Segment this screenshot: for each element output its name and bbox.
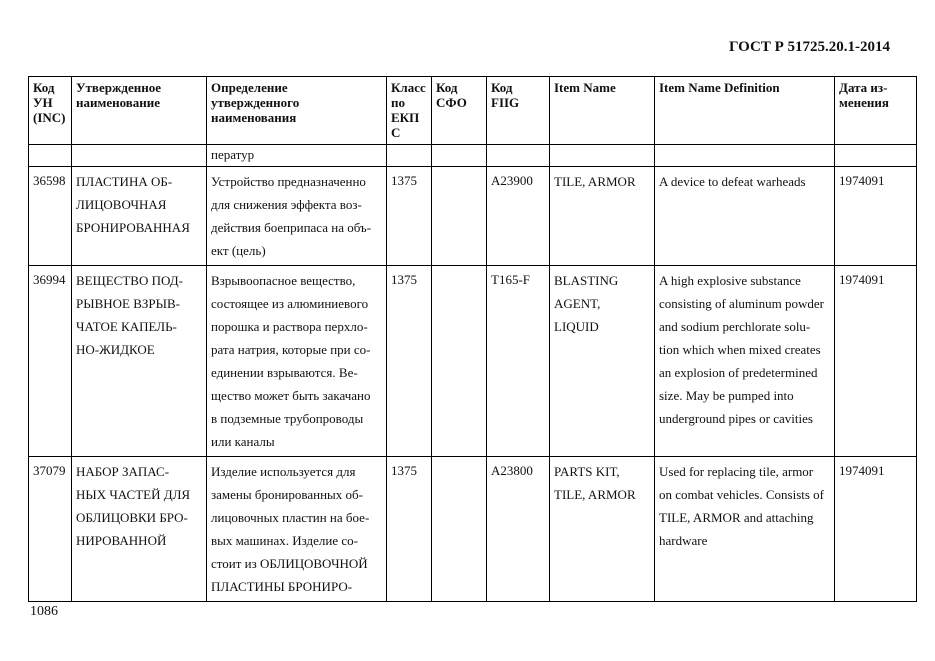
continuation-row (29, 145, 917, 167)
cell (835, 145, 917, 167)
cell (655, 145, 835, 167)
cell (487, 145, 550, 167)
col-header-fiig: Код FIIG (487, 77, 550, 145)
cell (387, 145, 432, 167)
class-code: 1375 (387, 167, 432, 266)
approved-name: НАБОР ЗАПАС- НЫХ ЧАСТЕЙ ДЛЯ ОБЛИЦОВКИ БРО- НИРОВАННОЙ (72, 457, 207, 602)
approved-name: ВЕЩЕСТВО ПОД- РЫВНОЕ ВЗРЫВ- ЧАТОЕ КАПЕЛЬ- НО-ЖИДКОЕ (72, 266, 207, 457)
col-header-class: Класс по ЕКП С (387, 77, 432, 145)
item-name-definition: A high explosive substance consisting of aluminum powder and sodium perchlorate solu- tion which when mixed creates an explosion of predetermined size. May be pumped into underground pipes or cavities (655, 266, 835, 457)
cell (432, 145, 487, 167)
col-header-sfo: Код СФО (432, 77, 487, 145)
item-name: BLASTING AGENT, LIQUID (550, 266, 655, 457)
fiig-code: A23900 (487, 167, 550, 266)
col-header-inc: Код УН (INC) (29, 77, 72, 145)
page-number: 1086 (30, 604, 58, 619)
definition: Взрывоопасное вещество, состоящее из алюминиевого порошка и раствора перхло- рата натрия, которые при со- единении взрываются. Ве- щество может быть закачано в подземные трубопроводы или каналы (207, 266, 387, 457)
sfo-code (432, 167, 487, 266)
col-header-definition: Определение утвержденного наименования (207, 77, 387, 145)
col-header-name: Утвержденное наименование (72, 77, 207, 145)
inc-code: 36598 (29, 167, 72, 266)
col-header-date: Дата из- менения (835, 77, 917, 145)
class-code: 1375 (387, 457, 432, 602)
col-header-item-def: Item Name Definition (655, 77, 835, 145)
table-row (29, 167, 917, 266)
col-header-item-name: Item Name (550, 77, 655, 145)
cell (29, 145, 72, 167)
inc-code: 36994 (29, 266, 72, 457)
class-code: 1375 (387, 266, 432, 457)
continuation-text: ператур (207, 145, 387, 167)
item-name-definition: A device to defeat warheads (655, 167, 835, 266)
definition: Устройство предназначенно для снижения эффекта воз- действия боеприпаса на объ- ект (цель) (207, 167, 387, 266)
cell (72, 145, 207, 167)
fiig-code: T165-F (487, 266, 550, 457)
change-date: 1974091 (835, 457, 917, 602)
inc-code: 37079 (29, 457, 72, 602)
change-date: 1974091 (835, 167, 917, 266)
standard-id: ГОСТ Р 51725.20.1-2014 (728, 39, 890, 55)
fiig-code: A23800 (487, 457, 550, 602)
change-date: 1974091 (835, 266, 917, 457)
approved-name: ПЛАСТИНА ОБ- ЛИЦОВОЧНАЯ БРОНИРОВАННАЯ (72, 167, 207, 266)
definition: Изделие используется для замены бронированных об- лицовочных пластин на бое- вых машинах. Изделие со- стоит из ОБЛИЦОВОЧНОЙ ПЛАСТИНЫ БРОНИРО- (207, 457, 387, 602)
header-row (29, 77, 917, 145)
cell (550, 145, 655, 167)
sfo-code (432, 457, 487, 602)
item-name: PARTS KIT, TILE, ARMOR (550, 457, 655, 602)
catalog-table (28, 76, 917, 602)
table-row (29, 457, 917, 602)
table-row (29, 266, 917, 457)
sfo-code (432, 266, 487, 457)
item-name-definition: Used for replacing tile, armor on combat vehicles. Consists of TILE, ARMOR and attaching hardware (655, 457, 835, 602)
item-name: TILE, ARMOR (550, 167, 655, 266)
